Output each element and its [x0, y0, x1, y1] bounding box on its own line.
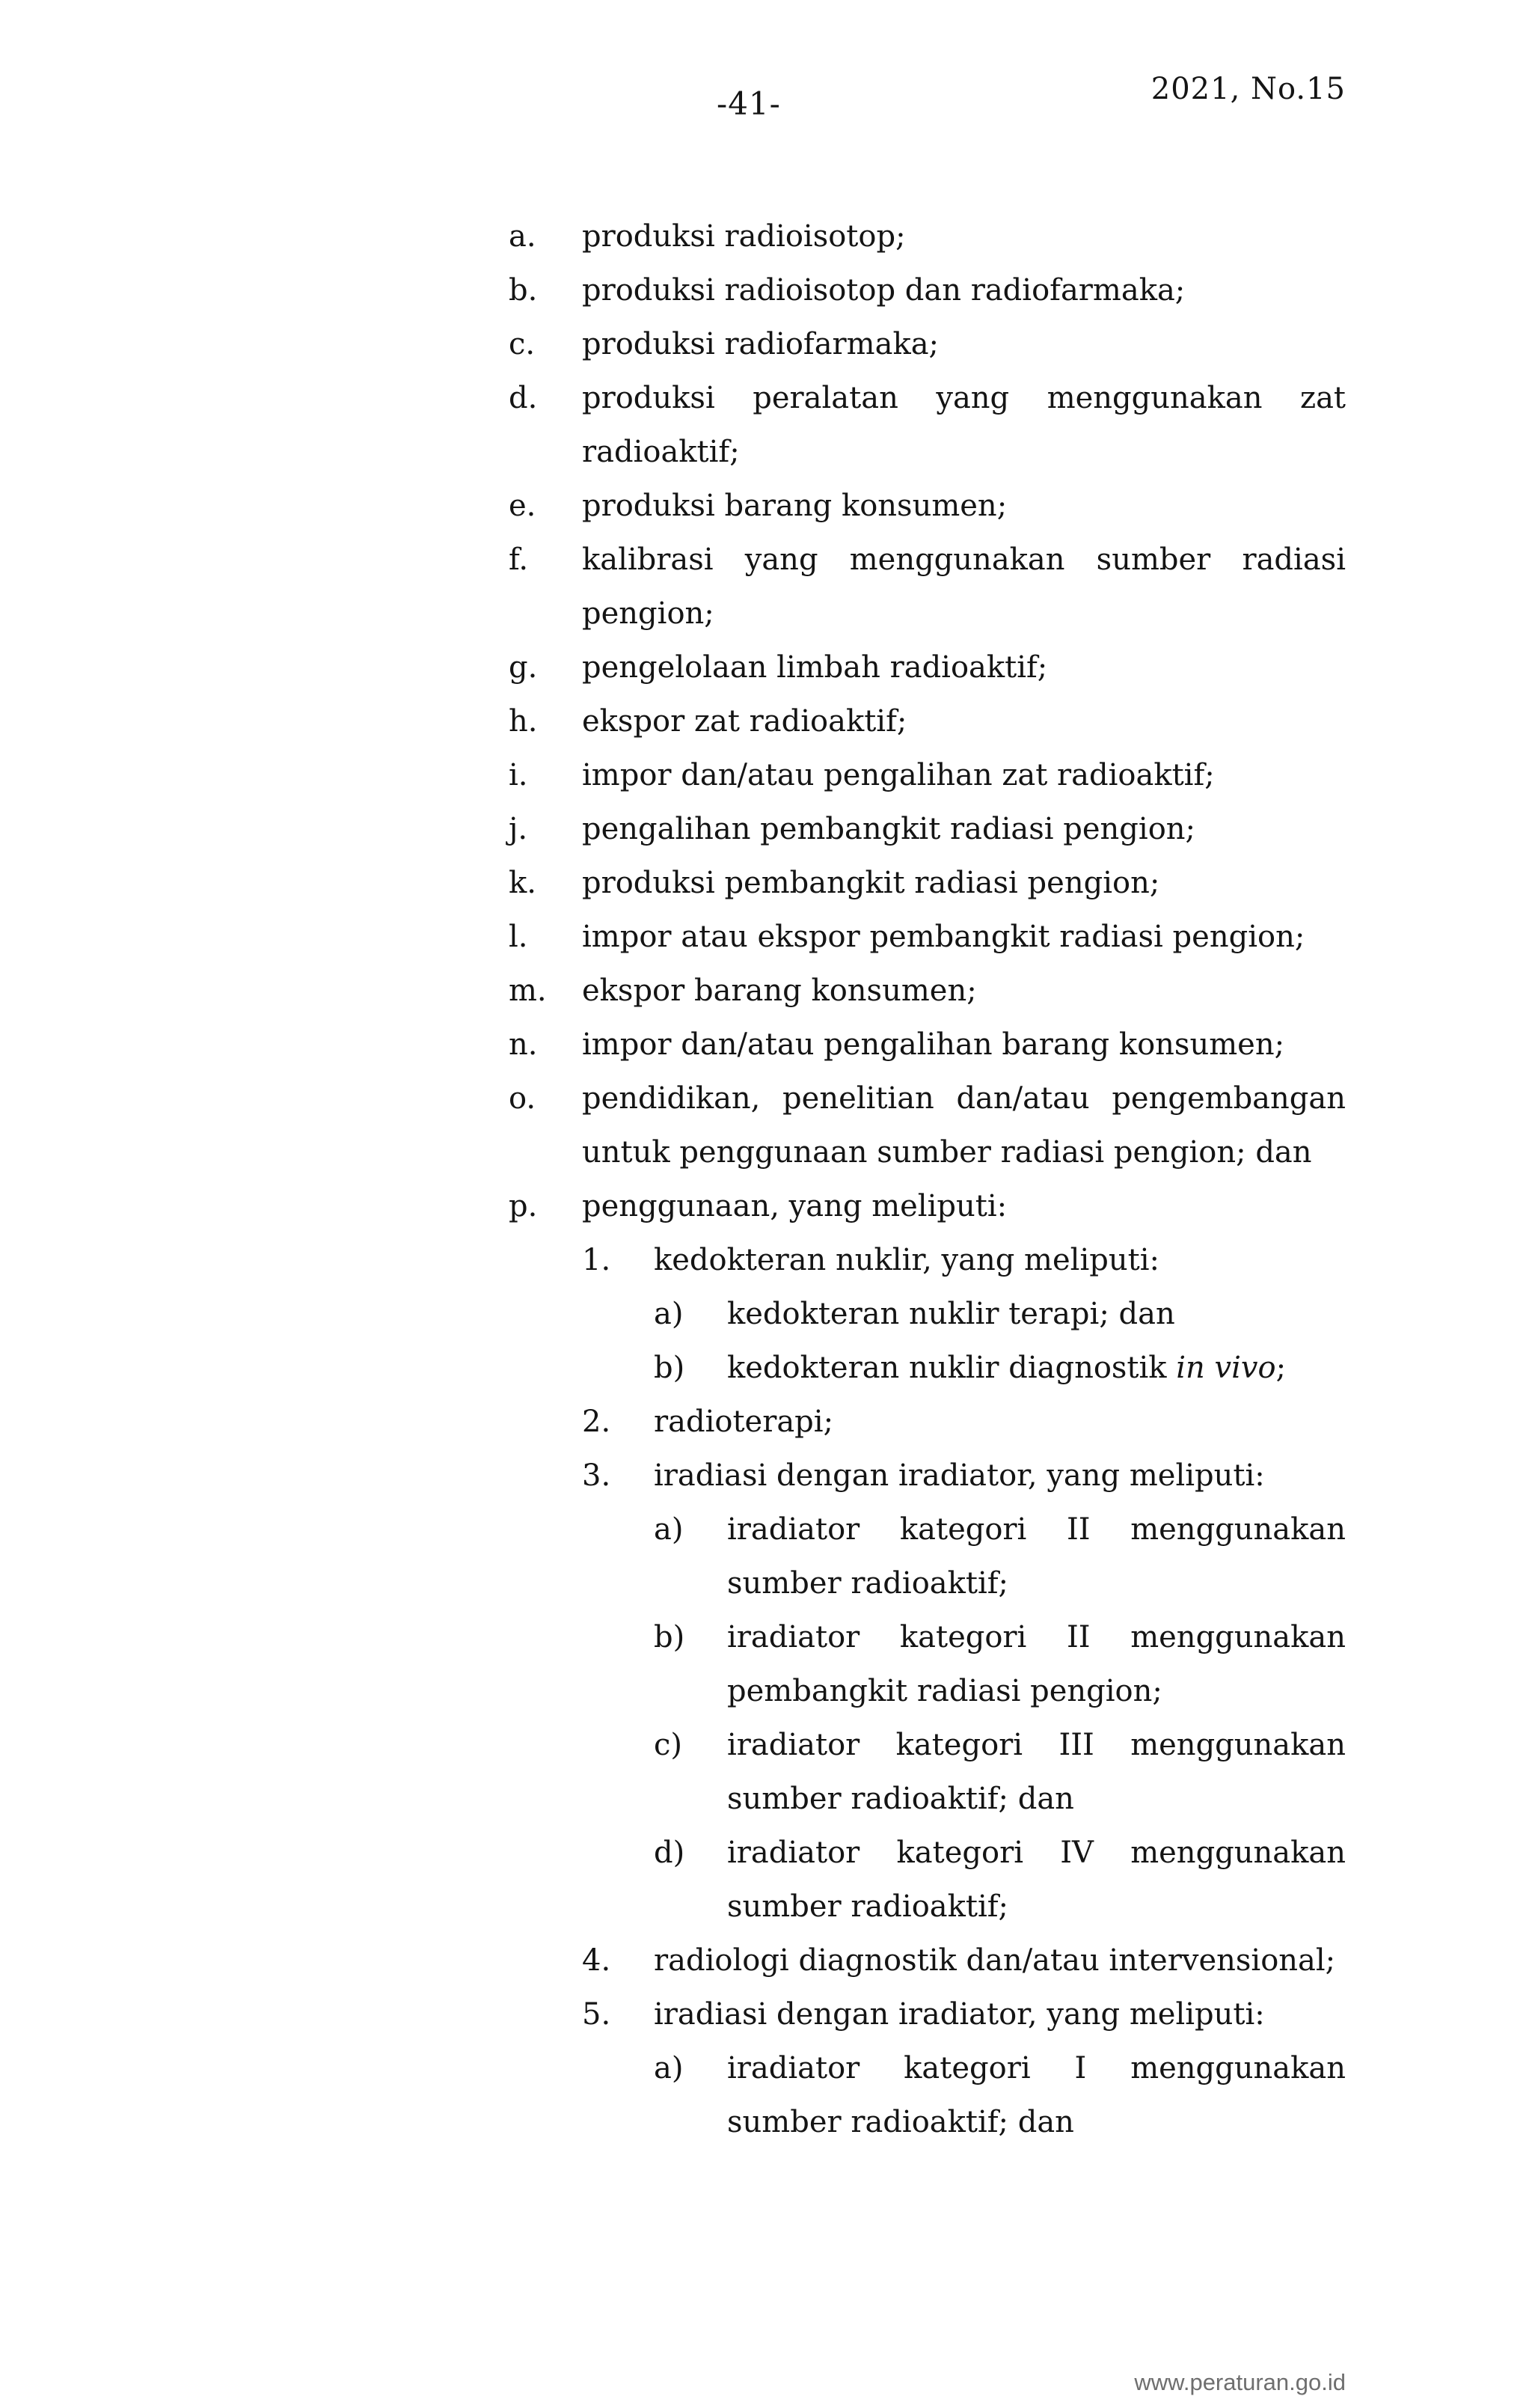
- document-reference: 2021, No.15: [1150, 72, 1346, 106]
- sub-sub-list-item-label: a): [654, 1297, 684, 1331]
- sub-list-item-text: radiologi diagnostik dan/atau intervensional;: [654, 1943, 1336, 1978]
- list-item-text: impor dan/atau pengalihan zat radioaktif;: [582, 758, 1215, 792]
- sub-sub-list-item-text: iradiator kategori II menggunakan: [727, 1620, 1346, 1654]
- list-item-label: f.: [509, 543, 529, 577]
- sub-list-item-label: 1.: [582, 1243, 611, 1277]
- list-item-text: produksi barang konsumen;: [582, 489, 1008, 523]
- sub-sub-list-item-text: iradiator kategori I menggunakan: [727, 2051, 1346, 2085]
- sub-sub-list-item-text: iradiator kategori II menggunakan: [727, 1512, 1346, 1547]
- list-item-label: d.: [509, 381, 538, 415]
- list-item-text: pengelolaan limbah radioaktif;: [582, 650, 1048, 685]
- list-item-text-continuation: radioaktif;: [582, 435, 740, 469]
- list-item-text: produksi peralatan yang menggunakan zat: [582, 381, 1346, 415]
- sub-sub-list-item-text: [727, 1353, 1286, 1383]
- list-item-text-continuation: pengion;: [582, 596, 714, 631]
- list-item-label: c.: [509, 327, 536, 361]
- sub-sub-list-item-label: c): [654, 1728, 683, 1762]
- sub-sub-list-item-label: a): [654, 2051, 684, 2085]
- list-item-label: o.: [509, 1081, 536, 1116]
- sub-sub-list-item-text-continuation: sumber radioaktif;: [727, 1566, 1009, 1601]
- sub-list-item-label: 5.: [582, 1997, 611, 2032]
- list-item-text: produksi radioisotop dan radiofarmaka;: [582, 273, 1186, 308]
- list-item-text-continuation: untuk penggunaan sumber radiasi pengion; dan: [582, 1135, 1312, 1170]
- page-number: -41-: [717, 85, 781, 122]
- sub-list-item-text: radioterapi;: [654, 1405, 834, 1439]
- sub-list-item-label: 3.: [582, 1458, 611, 1493]
- list-item-text: ekspor barang konsumen;: [582, 974, 977, 1008]
- sub-list-item-text: iradiasi dengan iradiator, yang meliputi:: [654, 1458, 1265, 1493]
- list-item-label: k.: [509, 866, 536, 900]
- list-item-text: kalibrasi yang menggunakan sumber radiasi: [582, 543, 1346, 577]
- list-item-label: h.: [509, 704, 538, 739]
- sub-sub-list-item-text-continuation: sumber radioaktif; dan: [727, 1782, 1074, 1816]
- list-item-text: produksi radioisotop;: [582, 219, 906, 254]
- list-item-label: j.: [509, 812, 528, 846]
- sub-sub-list-item-label: d): [654, 1836, 685, 1870]
- list-item-label: i.: [509, 758, 528, 792]
- list-item-label: l.: [509, 920, 528, 954]
- sub-sub-list-item-text-continuation: sumber radioaktif;: [727, 1889, 1009, 1924]
- list-item-text: impor atau ekspor pembangkit radiasi pengion;: [582, 920, 1305, 954]
- list-item-text: pendidikan, penelitian dan/atau pengembangan: [582, 1081, 1346, 1116]
- list-item-label: p.: [509, 1189, 538, 1223]
- sub-sub-list-item-label: b): [654, 1351, 685, 1385]
- list-item-label: g.: [509, 650, 538, 685]
- sub-sub-list-item-text-continuation: sumber radioaktif; dan: [727, 2105, 1074, 2139]
- list-item-text: produksi pembangkit radiasi pengion;: [582, 866, 1160, 900]
- sub-sub-list-item-text-continuation: pembangkit radiasi pengion;: [727, 1674, 1162, 1708]
- sub-sub-list-item-text: kedokteran nuklir terapi; dan: [727, 1297, 1175, 1331]
- sub-list-item-text: iradiasi dengan iradiator, yang meliputi:: [654, 1997, 1265, 2032]
- text-regular: kedokteran nuklir diagnostik: [727, 1351, 1177, 1385]
- sub-sub-list-item-label: a): [654, 1512, 684, 1547]
- list-item-label: m.: [509, 974, 547, 1008]
- footer-website: www.peraturan.go.id: [1134, 2369, 1346, 2395]
- list-item-label: a.: [509, 219, 536, 254]
- list-item-text: impor dan/atau pengalihan barang konsumen;: [582, 1027, 1285, 1062]
- sub-sub-list-item-text: iradiator kategori IV menggunakan: [727, 1836, 1346, 1870]
- text-italic: in vivo: [1176, 1351, 1276, 1385]
- sub-list-item-label: 4.: [582, 1943, 611, 1978]
- sub-sub-list-item-text: iradiator kategori III menggunakan: [727, 1728, 1346, 1762]
- list-item-label: b.: [509, 273, 538, 308]
- list-item-text: ekspor zat radioaktif;: [582, 704, 907, 739]
- sub-list-item-text: kedokteran nuklir, yang meliputi:: [654, 1243, 1159, 1277]
- list-item-text: produksi radiofarmaka;: [582, 327, 940, 361]
- sub-sub-list-item-label: b): [654, 1620, 685, 1654]
- sub-list-item-label: 2.: [582, 1405, 611, 1439]
- text-punctuation: ;: [1275, 1351, 1287, 1385]
- list-item-label: e.: [509, 489, 536, 523]
- list-item-text: pengalihan pembangkit radiasi pengion;: [582, 812, 1196, 846]
- list-item-label: n.: [509, 1027, 538, 1062]
- list-item-text: penggunaan, yang meliputi:: [582, 1189, 1008, 1223]
